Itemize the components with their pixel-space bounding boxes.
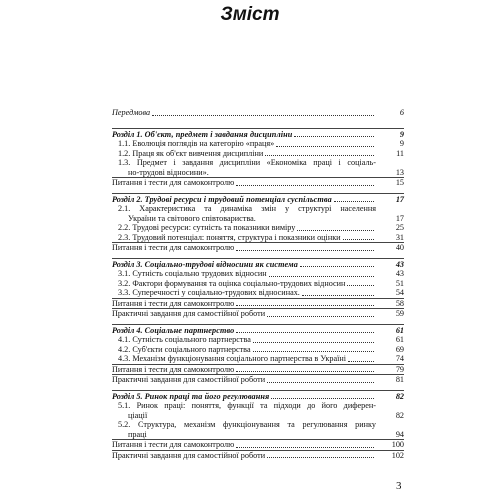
toc-subsection[interactable]	[112, 158, 404, 177]
toc-subsection-page: 74	[395, 354, 404, 363]
toc-subsection-page: 9	[399, 139, 404, 148]
toc-extra-label: Питання і тести для самоконтролю	[112, 440, 235, 449]
toc-extra-page: 15	[395, 178, 404, 187]
toc-section	[112, 390, 404, 461]
dot-leader	[348, 361, 374, 362]
chapter-title: Трудові ресурси і трудовий потенціал суспільства	[144, 194, 332, 204]
toc-subsection-page: 54	[395, 288, 404, 297]
toc-extra-item[interactable]	[112, 364, 404, 375]
toc-subsection-label: 3.1. Сутність соціально трудових відносин	[118, 269, 267, 278]
toc-subsection-line: 1.3. Предмет і завдання дисципліни «Економіка праці і соціаль-	[118, 158, 376, 167]
toc-extra-item[interactable]	[112, 242, 404, 253]
toc-subsection-label	[118, 204, 376, 223]
toc-chapter-page: 82	[395, 391, 404, 401]
toc-subsection-page: 69	[395, 344, 404, 354]
toc-subsection[interactable]	[112, 420, 404, 439]
toc-extra-page: 59	[395, 309, 404, 318]
toc-subsection[interactable]	[112, 233, 404, 243]
chapter-prefix: Розділ 1.	[112, 129, 143, 139]
toc-subsection[interactable]	[112, 401, 404, 420]
toc-extra-label: Практичні завдання для самостійної роботи	[112, 375, 266, 384]
dot-leader	[253, 342, 374, 343]
chapter-prefix: Розділ 4.	[112, 325, 143, 335]
toc-subsection[interactable]	[112, 354, 404, 364]
toc-subsection[interactable]	[112, 335, 404, 345]
toc-subsection-page: 51	[395, 278, 404, 288]
dot-leader	[276, 146, 374, 147]
toc-extra-item[interactable]	[112, 298, 404, 309]
toc-subsection[interactable]	[112, 288, 404, 298]
page-number: 3	[396, 480, 402, 492]
toc-subsection[interactable]	[112, 149, 404, 159]
toc-subsection-line: но-трудові відносини».	[128, 167, 209, 177]
toc-extra-label: Питання і тести для самоконтролю	[112, 243, 235, 252]
dot-leader	[300, 266, 374, 267]
toc-chapter[interactable]	[112, 392, 404, 402]
toc-subsection-page: 17	[395, 213, 404, 223]
toc-subsection-line: ціації	[128, 410, 148, 420]
toc-subsection[interactable]	[112, 269, 404, 279]
toc-subsection-line: 5.2. Структура, механізм функціонування та регулювання ринку	[118, 420, 376, 429]
toc-subsection-label: 1.1. Еволюція поглядів на категорію «праця»	[118, 139, 275, 148]
toc-subsection-line: України та світового співтовариства.	[128, 213, 256, 223]
toc-extra-label: Практичні завдання для самостійної роботи	[112, 309, 266, 318]
toc-subsection-page: 94	[395, 429, 404, 439]
toc-chapter-page: 17	[395, 194, 404, 204]
toc-chapter-page: 9	[399, 129, 404, 139]
toc-chapter[interactable]	[112, 326, 404, 336]
toc-extra-label: Практичні завдання для самостійної роботи	[112, 450, 266, 460]
toc-subsection-label	[118, 401, 376, 420]
chapter-prefix: Розділ 3.	[112, 259, 143, 269]
toc-extra-page: 102	[391, 450, 404, 460]
toc-subsection-label: 4.3. Механізм функціонування соціального партнерства в Україні	[118, 354, 347, 363]
toc-extra-item[interactable]	[112, 450, 404, 461]
toc-section	[112, 128, 404, 188]
toc-subsection-page: 31	[395, 232, 404, 242]
toc-subsection-page: 43	[395, 269, 404, 278]
toc-extra-item[interactable]	[112, 439, 404, 450]
toc-chapter-label	[112, 195, 332, 205]
dot-leader	[297, 230, 374, 231]
dot-leader	[265, 155, 374, 156]
toc-extra-item[interactable]	[112, 308, 404, 319]
dot-leader	[334, 201, 374, 202]
chapter-prefix: Розділ 2.	[112, 194, 143, 204]
chapter-title: Об'єкт, предмет і завдання дисципліни	[144, 129, 293, 139]
toc-subsection-label: 3.3. Суперечності у соціально-трудових відносинах.	[118, 288, 300, 297]
table-of-contents	[112, 108, 404, 460]
dot-leader	[267, 457, 374, 458]
toc-extra-label: Питання і тести для самоконтролю	[112, 364, 235, 374]
toc-extra-item[interactable]	[112, 374, 404, 385]
toc-section	[112, 324, 404, 385]
toc-subsection-line: 5.1. Ринок праці: поняття, функції та підходи до його диферен-	[118, 401, 376, 410]
toc-preface[interactable]	[112, 108, 404, 118]
toc-extra-label: Питання і тести для самоконтролю	[112, 178, 235, 187]
toc-subsection[interactable]	[112, 204, 404, 223]
toc-subsection[interactable]	[112, 223, 404, 233]
toc-subsection-label: 1.2. Праця як об'єкт вивчення дисципліни	[118, 148, 264, 158]
toc-subsection-page: 25	[395, 223, 404, 232]
dot-leader	[343, 239, 374, 240]
toc-extra-label: Питання і тести для самоконтролю	[112, 298, 235, 308]
chapter-title: Ринок праці та його регулювання	[144, 391, 270, 401]
toc-subsection[interactable]	[112, 279, 404, 289]
dot-leader	[152, 115, 374, 116]
toc-subsection-label: 2.2. Трудові ресурси: сутність та показники виміру	[118, 223, 296, 232]
toc-subsection-label: 4.2. Суб'єкти соціального партнерства	[118, 344, 251, 354]
toc-chapter-page: 61	[395, 325, 404, 335]
toc-extra-page: 79	[395, 364, 404, 374]
toc-subsection[interactable]	[112, 345, 404, 355]
page-title: Зміст	[220, 4, 280, 25]
chapter-title: Соціально-трудові відносини як система	[144, 259, 298, 269]
toc-chapter[interactable]	[112, 195, 404, 205]
toc-extra-item[interactable]	[112, 177, 404, 188]
toc-chapter[interactable]	[112, 130, 404, 140]
chapter-prefix: Розділ 5.	[112, 391, 143, 401]
toc-extra-page: 58	[395, 298, 404, 308]
dot-leader	[267, 382, 374, 383]
toc-subsection-label: 2.3. Трудовий потенціал: поняття, структура і показники оцінки	[118, 232, 341, 242]
toc-chapter-page: 43	[395, 259, 404, 269]
dot-leader	[236, 250, 374, 251]
dot-leader	[236, 305, 374, 306]
toc-chapter-label	[112, 392, 269, 402]
toc-subsection[interactable]	[112, 139, 404, 149]
dot-leader	[236, 332, 374, 333]
toc-subsection-page: 11	[396, 148, 404, 158]
dot-leader	[347, 285, 374, 286]
dot-leader	[236, 447, 374, 448]
toc-extra-page: 40	[395, 243, 404, 252]
dot-leader	[236, 371, 374, 372]
toc-subsection-line: праці	[128, 429, 147, 439]
toc-subsection-label: 3.2. Фактори формування та оцінка соціально-трудових відносин	[118, 278, 346, 288]
dot-leader	[236, 185, 374, 186]
dot-leader	[269, 276, 374, 277]
toc-extra-page: 81	[395, 375, 404, 384]
dot-leader	[267, 316, 374, 317]
toc-subsection-page: 82	[395, 410, 404, 420]
toc-preface-page: 6	[399, 108, 404, 117]
toc-section	[112, 193, 404, 253]
toc-subsection-page: 13	[395, 167, 404, 177]
toc-chapter-label	[112, 130, 292, 140]
toc-subsection-label	[118, 420, 376, 439]
toc-subsection-page: 61	[395, 335, 404, 344]
toc-subsection-label: 4.1. Сутність соціального партнерства	[118, 335, 251, 344]
toc-section	[112, 258, 404, 319]
chapter-title: Соціальне партнерство	[144, 325, 235, 335]
toc-preface-label: Передмова	[112, 108, 151, 117]
dot-leader	[294, 136, 374, 137]
dot-leader	[271, 398, 374, 399]
toc-chapter[interactable]	[112, 260, 404, 270]
toc-subsection-line: 2.1. Характеристика та динаміка змін у структурі населення	[118, 204, 376, 213]
dot-leader	[302, 295, 374, 296]
toc-subsection-label	[118, 158, 376, 177]
toc-chapter-label	[112, 260, 298, 270]
toc-sections	[112, 128, 404, 461]
toc-chapter-label	[112, 326, 234, 336]
dot-leader	[253, 351, 374, 352]
toc-extra-page: 100	[391, 440, 404, 449]
